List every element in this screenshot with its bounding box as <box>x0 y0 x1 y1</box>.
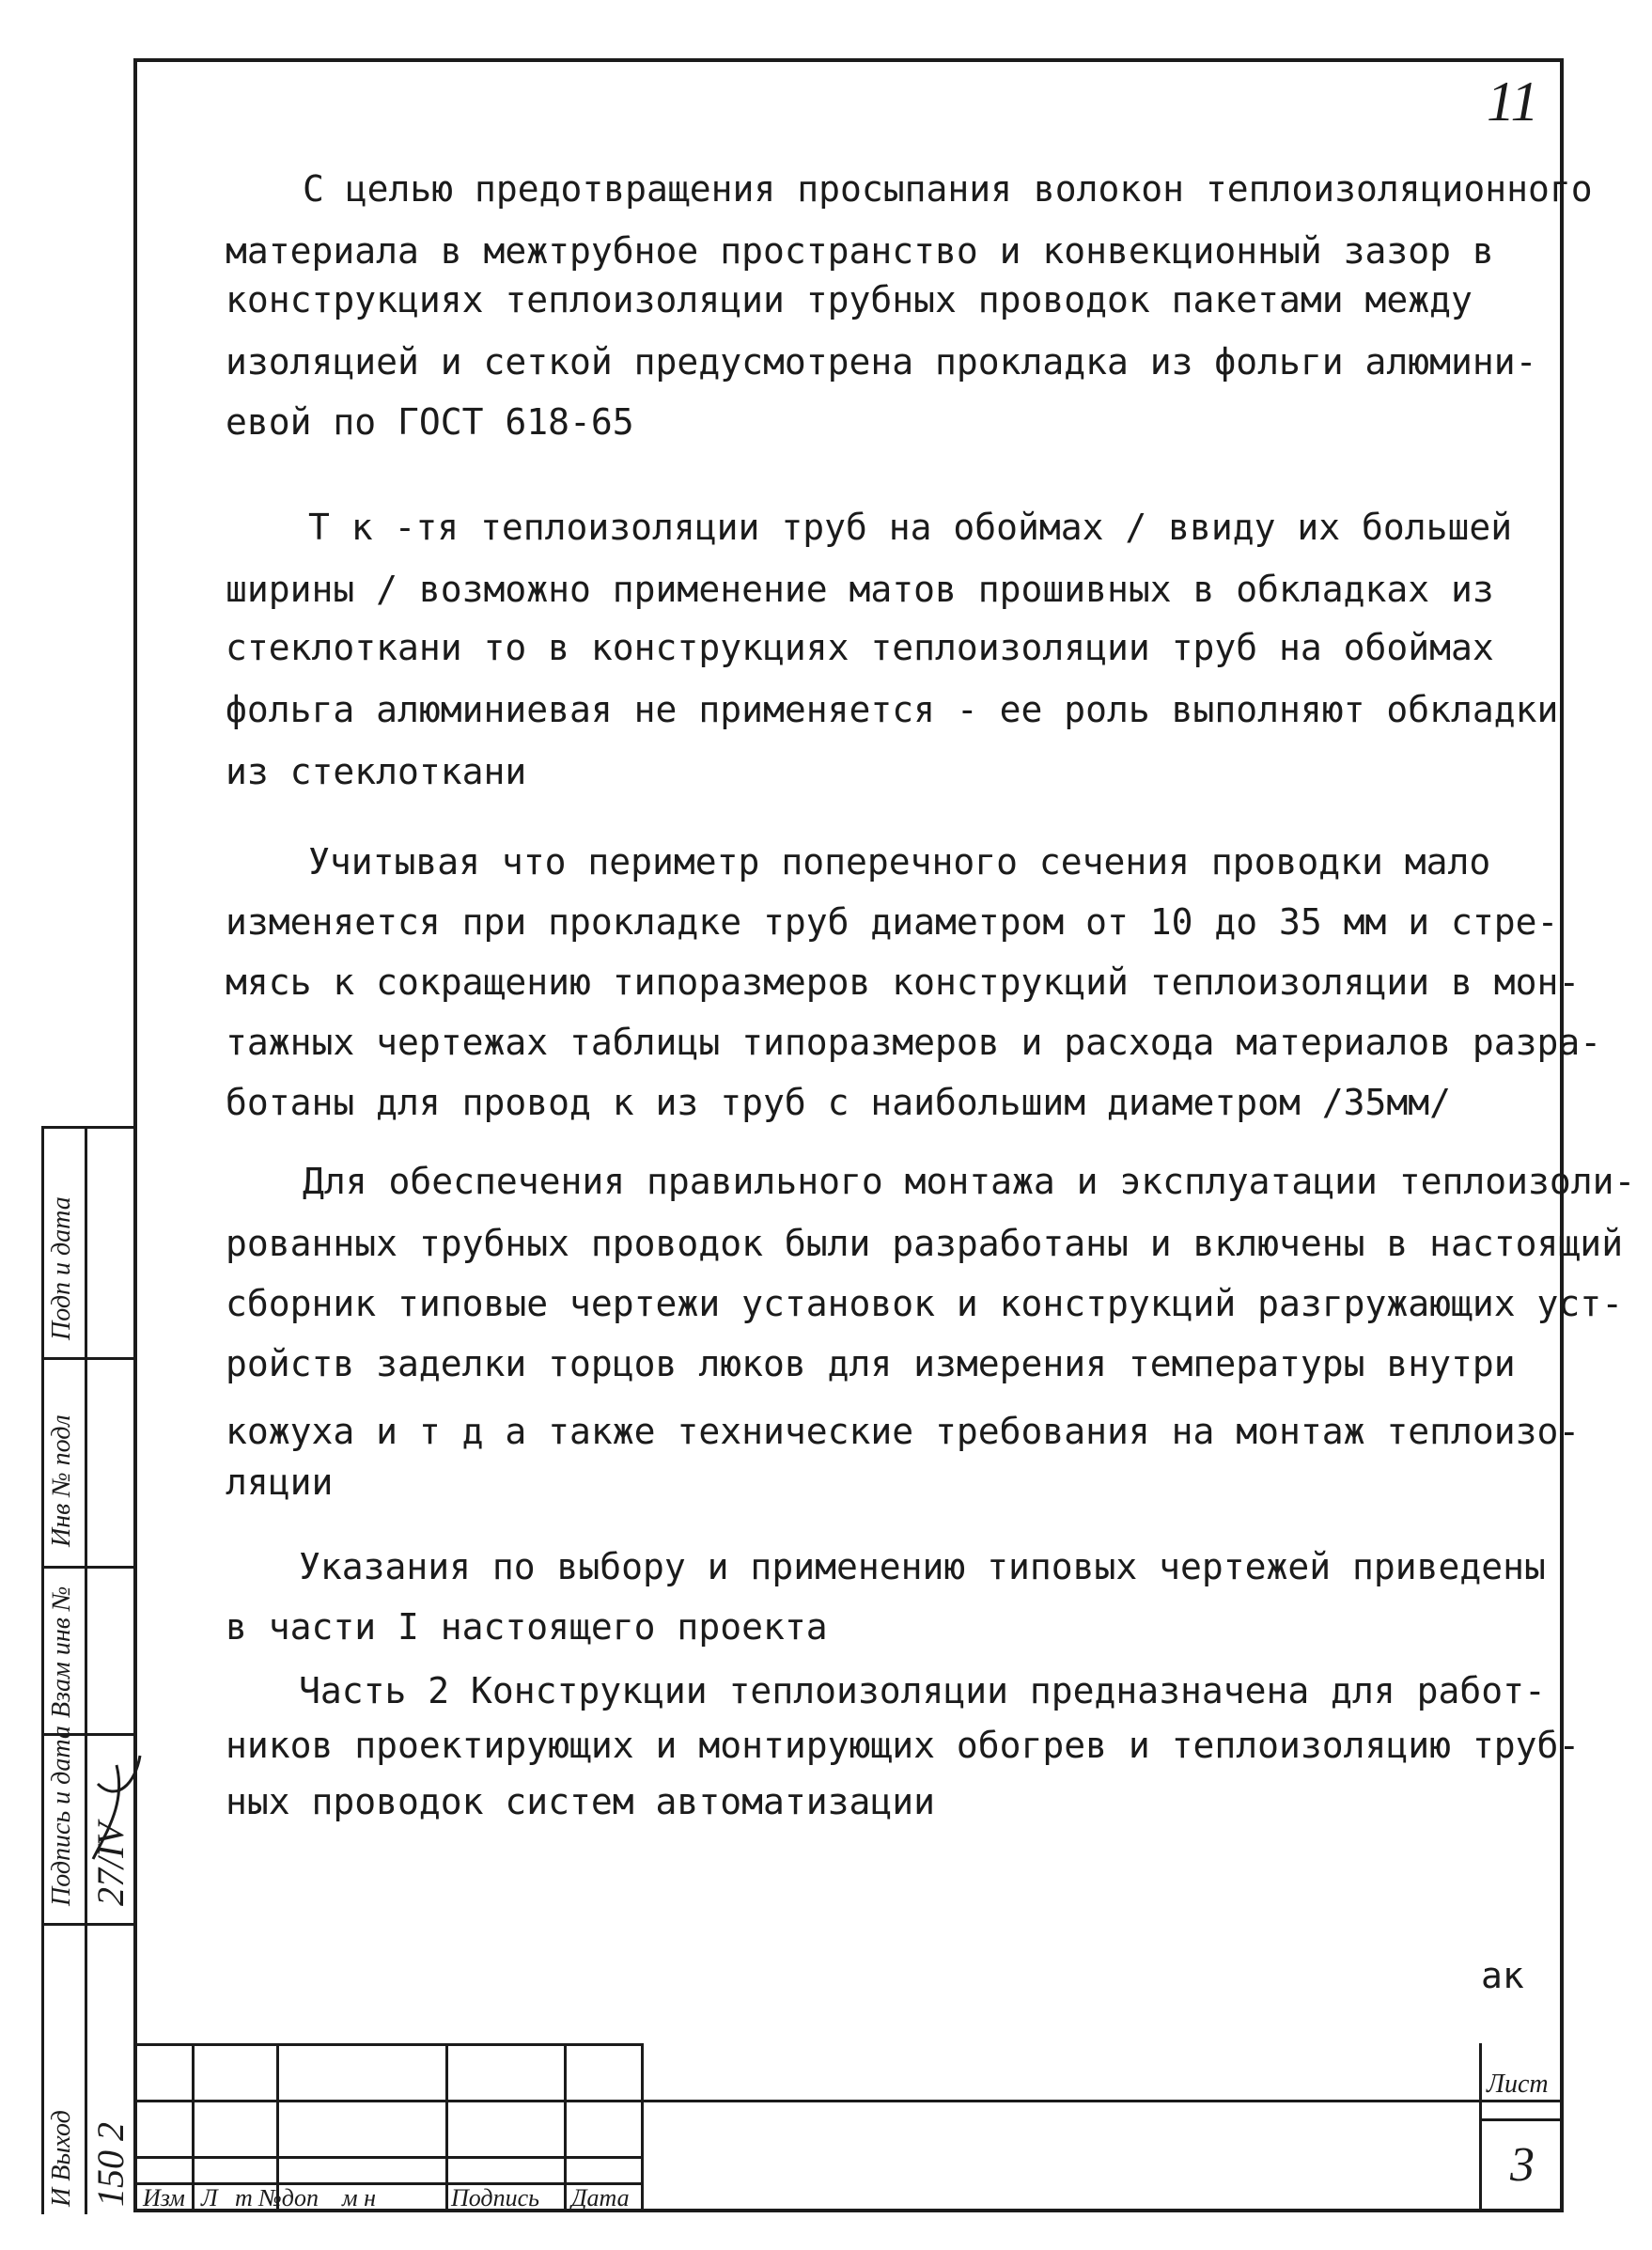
strip-border <box>41 1126 44 2214</box>
signoff-initials: ак <box>1481 1955 1524 1996</box>
title-block <box>133 2043 1564 2212</box>
strip-label: Подпись и дата <box>47 1726 76 1906</box>
title-block-rule <box>133 2100 1564 2102</box>
title-block-label: Подпись <box>451 2184 539 2211</box>
strip-label: И Выход <box>47 2110 76 2207</box>
text-line: С целью предотвращения просыпания волокон теплоизоляционного <box>303 168 1593 210</box>
text-line: рованных трубных проводок были разработаны и включены в настоящий <box>226 1223 1624 1264</box>
title-block-label: т №доп <box>235 2184 319 2211</box>
text-line: ройств заделки торцов люков для измерения температуры внутри <box>226 1343 1516 1384</box>
text-line: тажных чертежах таблицы типоразмеров и расхода материалов разра- <box>226 1022 1602 1063</box>
text-line: из стеклоткани <box>226 751 527 792</box>
strip-label: Инв № подл <box>47 1414 76 1547</box>
margin-strip <box>41 1126 135 2214</box>
text-line: Т к -тя теплоизоляции труб на обоймах / ввиду их большей <box>308 507 1513 548</box>
title-block-label: м н <box>342 2184 376 2211</box>
title-block-label: Л <box>201 2184 218 2211</box>
text-line: изменяется при прокладке труб диаметром от 10 до 35 мм и стре- <box>226 901 1559 943</box>
text-line: ботаны для провод к из труб с наибольшим диаметром /35мм/ <box>226 1082 1452 1123</box>
title-block-divider <box>1479 2043 1482 2212</box>
title-block-rule <box>1479 2118 1564 2121</box>
text-line: мясь к сокращению типоразмеров конструкций теплоизоляции в мон- <box>226 961 1581 1003</box>
text-line: фольга алюминиевая не применяется - ее роль выполняют обкладки <box>226 689 1559 730</box>
text-line: Для обеспечения правильного монтажа и эксплуатации теплоизоли- <box>303 1161 1636 1202</box>
title-block-divider <box>641 2043 644 2212</box>
strip-rule <box>41 1126 135 1129</box>
strip-label: Взам инв № <box>47 1586 76 1718</box>
title-block-label: Дата <box>571 2184 630 2211</box>
text-line: ширины / возможно применение матов прошивных в обкладках из <box>226 569 1494 610</box>
text-line: ных проводок систем автоматизации <box>226 1781 935 1822</box>
strip-value: 150 2 <box>89 2122 132 2207</box>
text-line: стеклоткани то в конструкциях теплоизоляции труб на обоймах <box>226 627 1494 668</box>
sheet-number: 3 <box>1510 2138 1535 2192</box>
title-block-label: Изм <box>143 2184 185 2211</box>
strip-label: Подп и дата <box>47 1196 76 1340</box>
title-block-divider <box>445 2043 448 2212</box>
title-block-divider <box>564 2043 567 2212</box>
signature-mark <box>88 1746 145 1868</box>
text-line: изоляцией и сеткой предусмотрена прокладка из фольги алюмини- <box>226 341 1537 383</box>
text-line: материала в межтрубное пространство и конвекционный зазор в <box>226 230 1494 272</box>
text-line: Часть 2 Конструкции теплоизоляции предназначена для работ- <box>299 1670 1546 1711</box>
sheet-label: Лист <box>1487 2070 1549 2099</box>
text-line: конструкциях теплоизоляции трубных проводок пакетами между <box>226 279 1473 320</box>
text-line: ников проектирующих и монтирующих обогрев и теплоизоляцию труб- <box>226 1725 1581 1766</box>
title-block-divider <box>192 2043 195 2212</box>
text-line: в части I настоящего проекта <box>226 1606 828 1648</box>
strip-rule <box>41 1566 135 1569</box>
text-line: Указания по выбору и применению типовых чертежей приведены <box>299 1546 1546 1587</box>
strip-border <box>85 1126 87 2214</box>
text-line: сборник типовые чертежи установок и конструкций разгружающих уст- <box>226 1283 1624 1324</box>
text-line: Учитывая что периметр поперечного сечения проводки мало <box>308 841 1491 883</box>
text-line: евой по ГОСТ 618-65 <box>226 401 634 443</box>
text-line: ляции <box>226 1461 334 1503</box>
page-number: 11 <box>1487 70 1539 133</box>
strip-value: 27/IV <box>89 1822 132 1906</box>
text-line: кожуха и т д а также технические требования на монтаж теплоизо- <box>226 1411 1581 1452</box>
strip-rule <box>41 1923 135 1926</box>
strip-rule <box>41 1357 135 1360</box>
